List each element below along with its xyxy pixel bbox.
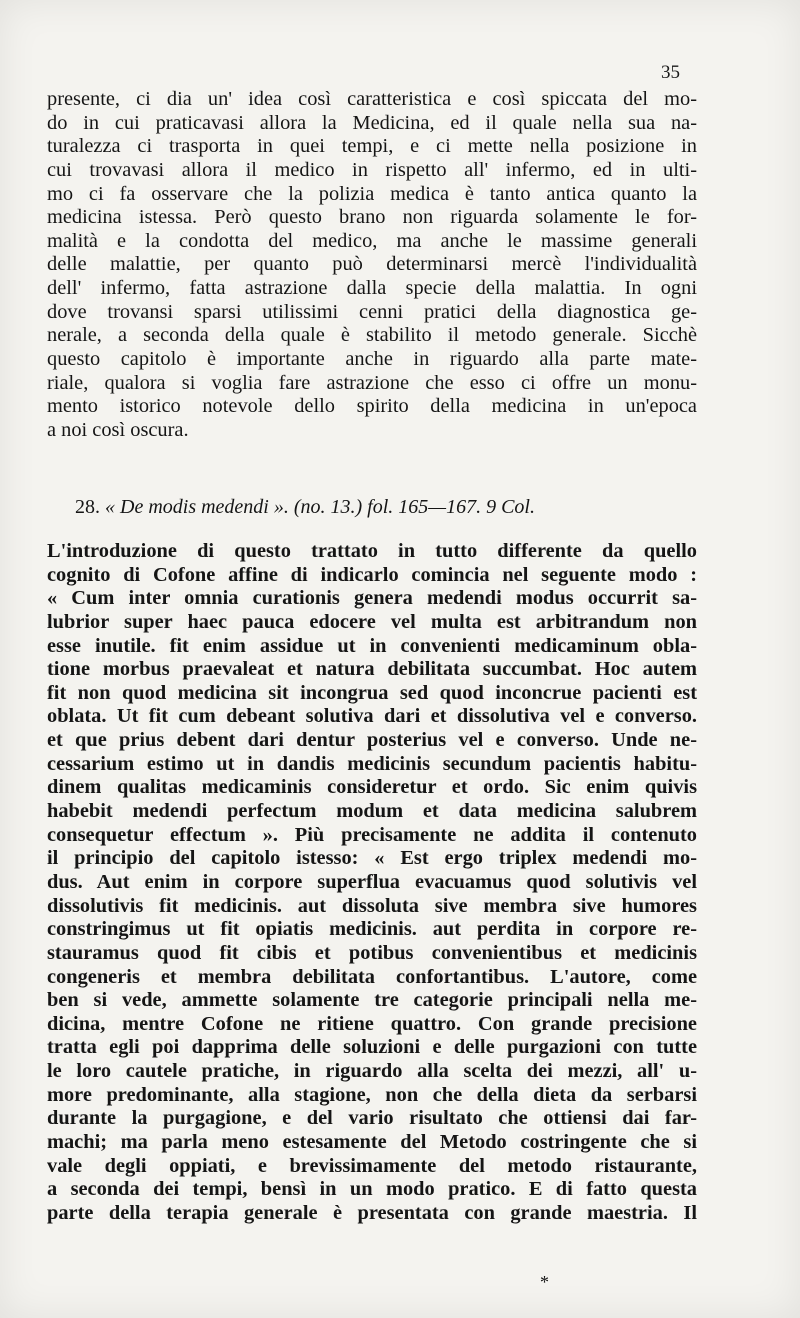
text-line: consequetur effectum ». Più precisamente ne addita il contenuto xyxy=(47,823,697,846)
text-line: mento istorico notevole dello spirito della medicina in un'epoca xyxy=(47,395,697,418)
text-line: dus. Aut enim in corpore superflua evacuamus quod solutivis vel xyxy=(47,870,697,893)
text-line: L'introduzione di questo trattato in tutto differente da quello xyxy=(47,540,697,562)
paragraph-2 xyxy=(47,540,697,1226)
text-line: cognito di Cofone affine di indicarlo comincia nel seguente modo : xyxy=(47,563,697,586)
text-line: constringimus ut fit opiatis medicinis. aut perdita in corpore re- xyxy=(47,918,697,941)
text-line: cessarium estimo ut in dandis medicinis secundum pacientis habitu- xyxy=(47,752,697,775)
text-line: medicina istessa. Però questo brano non riguarda solamente le for- xyxy=(47,206,697,229)
text-line: do in cui praticavasi allora la Medicina, ed il quale nella sua na- xyxy=(47,111,697,134)
text-line: parte della terapia generale è presentata con grande maestria. Il xyxy=(47,1201,697,1224)
text-line: cui trovavasi allora il medico in rispetto all' infermo, ed in ulti- xyxy=(47,158,697,181)
paragraph-1 xyxy=(47,88,697,443)
text-line: a seconda dei tempi, bensì in un modo pratico. E di fatto questa xyxy=(47,1178,697,1201)
text-line: riale, qualora si voglia fare astrazione che esso ci offre un monu- xyxy=(47,371,697,394)
text-line: durante la purgagione, e del vario risultato che ottiensi dai far- xyxy=(47,1107,697,1130)
text-line: turalezza ci trasporta in quei tempi, e ci mette nella posizione in xyxy=(47,135,697,158)
text-line: mo ci fa osservare che la polizia medica è tanto antica quanto la xyxy=(47,182,697,205)
text-line: vale degli oppiati, e brevissimamente del metodo ristaurante, xyxy=(47,1154,697,1177)
section-title: « De modis medendi ». xyxy=(105,496,289,518)
text-line: presente, ci dia un' idea così caratteristica e così spiccata del mo- xyxy=(47,88,697,110)
text-line: esse inutile. fit enim assidue ut in convenienti medicaminum obla- xyxy=(47,634,697,657)
text-line: le loro cautele pratiche, in riguardo alla scelta dei mezzi, all' u- xyxy=(47,1060,697,1083)
text-line: tratta egli poi dapprima delle soluzioni e delle purgazioni con tutte xyxy=(47,1036,697,1059)
text-line: oblata. Ut fit cum debeant solutiva dari et dissolutiva vel e converso. xyxy=(47,705,697,728)
text-line: et que prius debent dari dentur posterius vel e converso. Unde ne- xyxy=(47,729,697,752)
section-heading xyxy=(75,494,695,520)
text-line: « Cum inter omnia curationis genera medendi modus occurrit sa- xyxy=(47,587,697,610)
text-line: fit non quod medicina sit incongrua sed quod inconcrue pacienti est xyxy=(47,681,697,704)
page-number: 35 xyxy=(661,62,680,83)
section-reference: (no. 13.) fol. 165—167. 9 Col. xyxy=(293,496,535,518)
text-line: il principio del capitolo istesso: « Est ergo triplex medendi mo- xyxy=(47,847,697,870)
footer-mark: * xyxy=(540,1272,549,1292)
text-line: ben si vede, ammette solamente tre categorie principali nella me- xyxy=(47,989,697,1012)
text-line: nerale, a seconda della quale è stabilito il metodo generale. Sicchè xyxy=(47,324,697,347)
text-line: dissolutivis fit medicinis. aut dissoluta sive membra sive humores xyxy=(47,894,697,917)
text-line: a noi così oscura. xyxy=(47,418,189,441)
text-line: malità e la condotta del medico, ma anche le massime generali xyxy=(47,229,697,252)
text-line: dinem qualitas medicaminis consideretur et ordo. Sic enim quivis xyxy=(47,776,697,799)
text-line: congeneris et membra debilitata confortantibus. L'autore, come xyxy=(47,965,697,988)
text-line: more predominante, alla stagione, non che della dieta da serbarsi xyxy=(47,1083,697,1106)
text-line: stauramus quod fit cibis et potibus convenientibus et medicinis xyxy=(47,941,697,964)
text-line: dove trovansi sparsi utilissimi cenni pratici della diagnostica ge- xyxy=(47,300,697,323)
text-line: machi; ma parla meno estesamente del Metodo costringente che si xyxy=(47,1131,697,1154)
text-line: dicina, mentre Cofone ne ritiene quattro. Con grande precisione xyxy=(47,1012,697,1035)
text-line: questo capitolo è importante anche in riguardo alla parte mate- xyxy=(47,348,697,371)
text-line: habebit medendi perfectum modum et data medicina salubrem xyxy=(47,800,697,823)
text-line: lubrior super haec pauca edocere vel multa est arbitrandum non xyxy=(47,610,697,633)
text-line: delle malattie, per quanto può determinarsi mercè l'individualità xyxy=(47,253,697,276)
section-number: 28. xyxy=(75,496,100,518)
text-line: dell' infermo, fatta astrazione dalla specie della malattia. In ogni xyxy=(47,277,697,300)
text-line: tione morbus praevaleat et natura debilitata succumbat. Hoc autem xyxy=(47,658,697,681)
